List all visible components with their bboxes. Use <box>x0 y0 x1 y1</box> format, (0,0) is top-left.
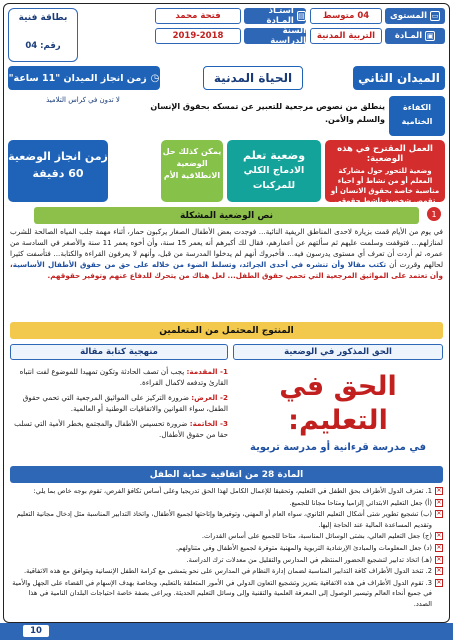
right-column-header: الحق المذكور في الوضعية <box>233 344 443 360</box>
field-banner <box>8 66 445 92</box>
subject-value: التربية المدنية <box>310 28 382 44</box>
article-item: ✕ (أ) جعل التعليم الابتدائي إلزاميا ومتاحا مجانا للجميع. <box>289 498 442 507</box>
checkbox-icon: ✕ <box>436 544 442 552</box>
competence-text: ينطلق من نصوص مرجعية للتعبير عن تمسكه بحقوق الإنسان والسلم والأمن. <box>150 102 385 124</box>
method-step: 1- المقدمة: يجب أن تصف الحادثة وتكون تمهيدا للموضوع لفت انتباه القارئ وتدفعه لاكمال القراءة. <box>19 367 228 387</box>
problem-text: في يوم من الأيام قمت بزيارة لاحدى المناطق الريفية النائية... فوجدت بعض الأطفال الصغار يركبون حمار، أثناء مهمة جلب المياه الصالحة للشرب لمنازلهم... فتوقفت وسلمت عليهم ثم سألتهم عن أعمارهم، فقال لك أكبرهم أنه يعمر 15 سنة، وأن أخوه يعمر 11 سنة والأصغر في السادسة من عمره، ثم أردت أن تعرف أي مستوى يدرسون فيه... فأخبروك أنهم لم يدخلوا المدرسة من قبل، وأنهم لا يعرفون القراءة والكتابة... فتأسفت كثيرا لحالهم وقررت أن تكتب مقالا وأن تنشره في أحدى الجرائد، وتسلط الضوء من خلاله على حق من حقوق الأطفال الأساسية، وأن تعتمد على المواثيق المرجعية التي تحمي حقوق الطفل... لعل هناك من يتحرك للدفاع عنهم وتوفير حقوقهم. <box>10 227 444 280</box>
checkbox-icon: ✕ <box>436 498 442 506</box>
problem-header: نص الوضعية المشكلة <box>34 207 419 224</box>
field-title: الميدان الثاني <box>353 66 445 90</box>
field-time: ◷ زمن انجاز الميدان "11 ساعة" <box>8 66 160 90</box>
article-items <box>10 486 443 616</box>
header-grid <box>8 8 445 62</box>
briefcase-icon: ▤ <box>298 12 305 20</box>
competence-label: الكفاءة الختامية <box>389 96 445 136</box>
article-item: ✕ (ج) جعل التعليم العالي، بشتى الوسائل المناسبة، متاحا للجميع على أساس القدرات. <box>201 532 442 541</box>
footer-bar <box>0 623 453 640</box>
article-item: ✕ 2. تتخذ الدول الأطراف كافة التدابير المناسبة لضمان إدارة النظام في المدارس على نحو يتمشى مع كرامة الطفل الإنسانية ويتوافق مع هذه الاتفاقية. <box>24 567 442 576</box>
method-steps <box>10 366 228 440</box>
article-item: ✕ 3. تقوم الدول الأطراف في هذه الاتفاقية بتعزيز وتشجيع التعاون الدولي في الأمور المتعلقة بالتعليم، وبخاصة بهدف الإسهام في القضاء على الجهل والأمية في جميع أنحاء العالم وتيسير الوصول إلى المعرفة العلمية والتقنية وإلى وسائل التعليم الحديثة. ويراعى بصفة خاصة احتياجات البلدان النامية في هذا الصدد. <box>12 579 442 608</box>
article-item: ✕ 1. تعترف الدول الأطراف بحق الطفل في التعليم، وتحقيقا للإعمال الكامل لهذا الحق تدريجيا وعلى أساس تكافؤ الفرص، تقوم بوجه خاص بما يلي: <box>33 487 442 495</box>
method-step: 2- العرض: ضرورة التركيز على المواثيق المرجعية التي تحمي حقوق الطفل، سواء القوانين والاتفاقيات الوطنية أو العالمية. <box>22 393 228 413</box>
right-column <box>233 344 443 462</box>
card-title: بطاقة فنية <box>18 13 68 23</box>
proposed-work-box: العمل المقترح في هذه الوضعية: وضعية للتحور حول مشاركة المعلم أو من نشاط أو احياء مناسبة خاصة بحقوق الانسان أو تقمص شخصية ناشط حقوقي يدافع <box>325 140 445 202</box>
year-label: السنة الدراسية <box>244 28 306 44</box>
monitor-icon: ▭ <box>431 12 439 20</box>
left-column-header: منهجية كتابة مقالة <box>10 344 228 360</box>
article-item: ✕ (هـ) اتخاذ تدابير لتشجيع الحضور المنتظم في المدارس والتقليل من معدلات ترك الدراسة. <box>186 555 442 564</box>
card-box <box>8 8 78 62</box>
product-header: المنتوج المحتمل من المتعلمين <box>10 322 443 339</box>
level-value: 04 متوسط <box>310 8 382 24</box>
article-header: المادة 28 من اتفاقية حماية الطفل <box>10 466 443 483</box>
subject-label: ▣ المـادة <box>385 28 445 44</box>
alternative-box: يمكن كذلك حل الوضعية الانطلاقية الأم <box>161 140 223 202</box>
worksheet-page <box>3 3 450 623</box>
checkbox-icon: ✕ <box>436 567 442 575</box>
checkbox-icon: ✕ <box>436 510 442 518</box>
teacher-label: ▤ أستـاذ المـادة <box>244 8 306 24</box>
info-boxes <box>8 140 445 215</box>
teacher-value: فتحة محمد <box>155 8 241 24</box>
level-label: ▭ المستوى <box>385 8 445 24</box>
page-number: 10 <box>22 624 50 638</box>
checkbox-icon: ✕ <box>436 532 442 540</box>
field-subject-title: الحياة المدنية <box>203 66 303 90</box>
problem-number-badge: 1 <box>427 207 441 221</box>
learning-situation-box: وضعية تعلم الادماج الكلي للمركبات <box>227 140 321 202</box>
checkbox-icon: ✕ <box>436 555 442 563</box>
article-item: ✕ (ب) تشجيع تطوير شتى أشكال التعليم الثانوي، سواء العام أو المهني، وتوفيرها وإتاحتها لجميع الأطفال، واتخاذ التدابير المناسبة مثل إدخال مجانية التعليم وتقديم المساعدة المالية عند الحاجة إليها. <box>16 510 442 529</box>
right-to-education: الحق في التعليم: <box>279 371 397 436</box>
clock-icon: ◷ <box>150 72 160 84</box>
method-step: 3- الخاتمة: ضرورة تحسيس الأطفال والمجتمع بخطر الأمية التي تسلب حقا من حقوق الأطفال. <box>14 419 228 439</box>
left-column <box>10 344 228 462</box>
checkbox-icon: ✕ <box>436 579 442 587</box>
situation-time-box: زمن انجاز الوضعية 60 دقيقة <box>8 140 108 202</box>
checkbox-icon: ✕ <box>436 487 442 494</box>
article-item: ✕ (د) جعل المعلومات والمبادئ الإرشادية التربوية والمهنية متوفرة لجميع الأطفال وفي متناولهم. <box>176 544 442 553</box>
book-icon: ▣ <box>426 32 434 40</box>
right-to-education-sub: في مدرسة قرءانية أو مدرسة تربوية <box>250 442 426 453</box>
card-number: رقم: 04 <box>25 41 61 51</box>
note-do-not-copy: لا تدون في كراس التلاميذ <box>46 96 120 104</box>
year-value: 2019-2018 <box>155 28 241 44</box>
